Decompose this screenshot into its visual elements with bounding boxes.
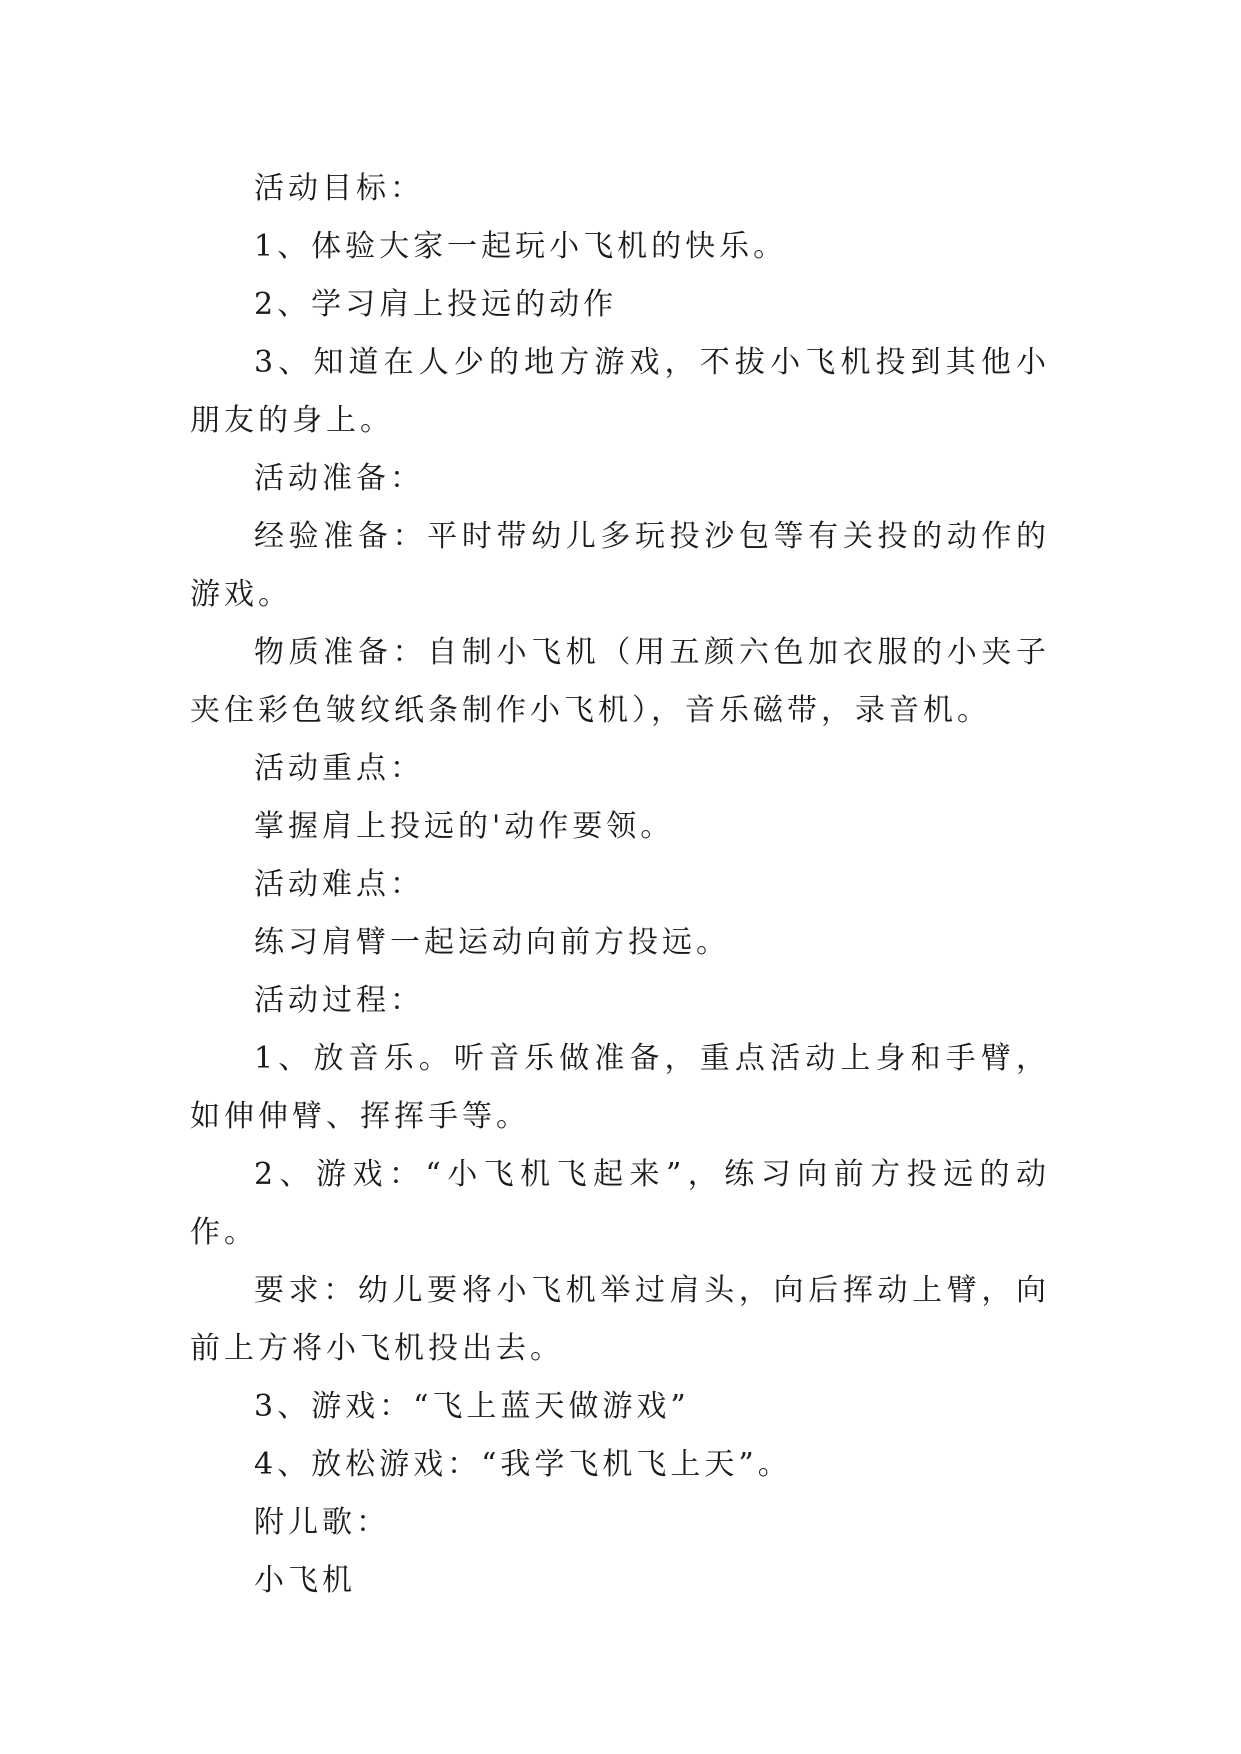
song-title: 小飞机 bbox=[254, 1563, 356, 1598]
process-step-1: 1、放音乐。听音乐做准备，重点活动上身和手臂，如伸伸臂、挥挥手等。 bbox=[190, 1041, 1050, 1134]
section-heading-process: 活动过程： bbox=[254, 983, 424, 1018]
process-requirement: 要求：幼儿要将小飞机举过肩头，向后挥动上臂，向前上方将小飞机投出去。 bbox=[190, 1273, 1050, 1366]
goal-item-2: 2、学习肩上投远的动作 bbox=[254, 287, 618, 322]
section-heading-key-point: 活动重点： bbox=[254, 751, 424, 786]
process-step-2: 2、游戏：“小飞机飞起来”，练习向前方投远的动作。 bbox=[190, 1157, 1050, 1250]
process-step-3: 3、游戏：“飞上蓝天做游戏” bbox=[254, 1389, 690, 1424]
experience-preparation: 经验准备：平时带幼儿多玩投沙包等有关投的动作的游戏。 bbox=[190, 519, 1050, 612]
process-step-4: 4、放松游戏：“我学飞机飞上天”。 bbox=[254, 1447, 792, 1482]
section-heading-preparation: 活动准备： bbox=[254, 461, 424, 496]
material-preparation: 物质准备：自制小飞机（用五颜六色加衣服的小夹子夹住彩色皱纹纸条制作小飞机），音乐磁带，录音机。 bbox=[190, 635, 1050, 728]
key-point-text: 掌握肩上投远的'动作要领。 bbox=[254, 809, 675, 844]
difficulty-text: 练习肩臂一起运动向前方投远。 bbox=[254, 925, 730, 960]
goal-item-1: 1、体验大家一起玩小飞机的快乐。 bbox=[254, 229, 788, 264]
section-heading-song: 附儿歌： bbox=[254, 1505, 390, 1540]
document-body bbox=[190, 160, 1050, 1610]
goal-item-3: 3、知道在人少的地方游戏，不拔小飞机投到其他小朋友的身上。 bbox=[190, 345, 1050, 438]
section-heading-difficulty: 活动难点： bbox=[254, 867, 424, 902]
section-heading-goals: 活动目标： bbox=[254, 171, 424, 206]
